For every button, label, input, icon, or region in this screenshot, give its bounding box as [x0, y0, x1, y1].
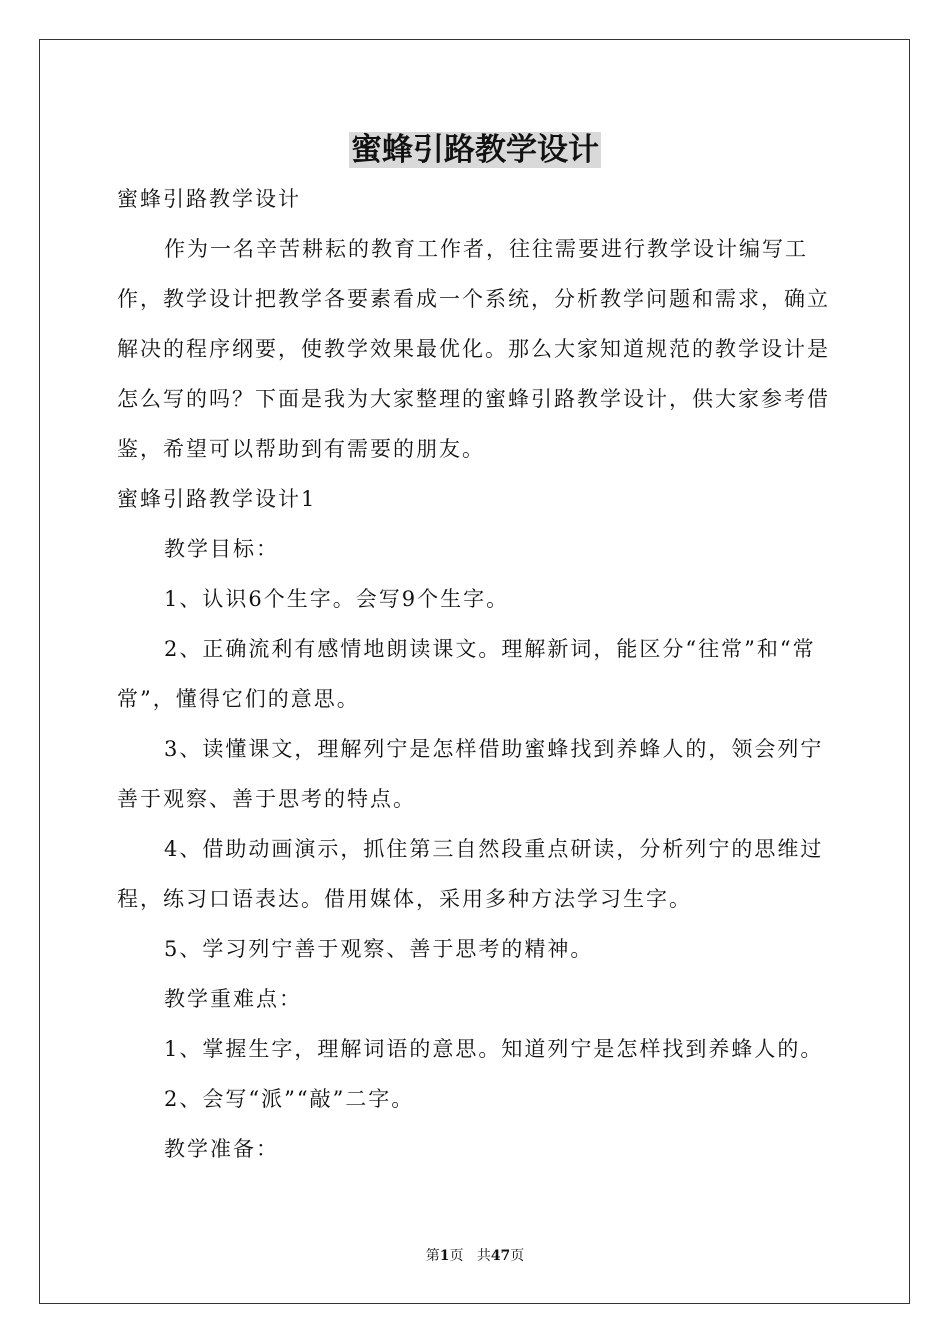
- objective-item: 4、借助动画演示，抓住第三自然段重点研读，分析列宁的思维过程，练习口语表达。借用媒体，采用多种方法学习生字。: [117, 837, 824, 911]
- page-footer: [0, 1246, 950, 1266]
- section-heading: 蜜蜂引路教学设计1: [117, 487, 317, 511]
- current-page-number: 1: [439, 1248, 450, 1264]
- preparation-heading: 教学准备：: [164, 1137, 279, 1161]
- page-suffix: 页: [449, 1248, 464, 1264]
- key-point-item: 1、掌握生字，理解词语的意思。知道列宁是怎样找到养蜂人的。: [164, 1037, 824, 1061]
- objectives-heading: 教学目标：: [164, 537, 279, 561]
- key-point-item: 2、会写“派”“敲”二字。: [164, 1087, 415, 1111]
- subtitle-paragraph: 蜜蜂引路教学设计: [117, 187, 301, 211]
- total-page-count: 47: [490, 1248, 511, 1264]
- total-prefix: 共: [476, 1248, 491, 1264]
- document-title-text: 蜜蜂引路教学设计: [351, 132, 599, 168]
- total-suffix: 页: [510, 1248, 525, 1264]
- document-title: [0, 128, 950, 172]
- key-points-heading: 教学重难点：: [164, 987, 302, 1011]
- document-body: [117, 174, 837, 1174]
- objective-item: 5、学习列宁善于观察、善于思考的精神。: [164, 937, 594, 961]
- objective-item: 2、正确流利有感情地朗读课文。理解新词，能区分“往常”和“常常”，懂得它们的意思。: [117, 637, 816, 711]
- objective-item: 3、读懂课文，理解列宁是怎样借助蜜蜂找到养蜂人的，领会列宁善于观察、善于思考的特点。: [117, 737, 824, 811]
- page-prefix: 第: [425, 1248, 440, 1264]
- objective-item: 1、认识6个生字。会写9个生字。: [164, 587, 510, 611]
- intro-paragraph: 作为一名辛苦耕耘的教育工作者，往往需要进行教学设计编写工作，教学设计把教学各要素看成一个系统，分析教学问题和需求，确立解决的程序纲要，使教学效果最优化。那么大家知道规范的教学设计是怎么写的吗？下面是我为大家整理的蜜蜂引路教学设计，供大家参考借鉴，希望可以帮助到有需要的朋友。: [117, 237, 830, 461]
